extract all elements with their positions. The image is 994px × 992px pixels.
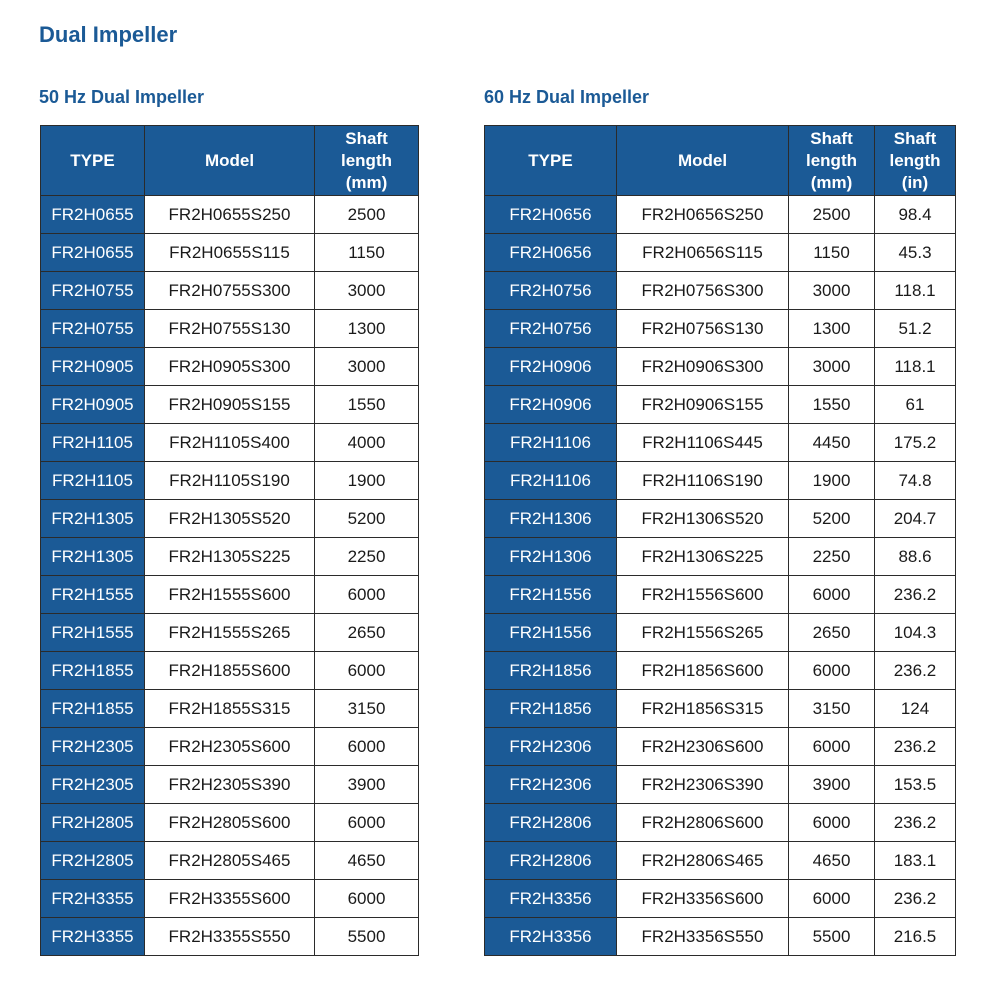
table-row (485, 576, 956, 614)
model-cell: FR2H0755S300 (145, 272, 315, 310)
shaft-length-mm-cell: 1550 (789, 386, 875, 424)
type-cell: FR2H2805 (41, 842, 145, 880)
model-cell: FR2H1306S520 (617, 500, 789, 538)
type-cell: FR2H1555 (41, 576, 145, 614)
type-cell: FR2H0755 (41, 272, 145, 310)
shaft-length-in-cell: 236.2 (875, 652, 956, 690)
type-cell: FR2H2306 (485, 728, 617, 766)
page-title: Dual Impeller (39, 22, 178, 47)
shaft-length-mm-cell: 6000 (315, 728, 419, 766)
shaft-length-mm-cell: 3000 (789, 272, 875, 310)
table-row (485, 918, 956, 956)
table-row (485, 880, 956, 918)
shaft-length-in-cell: 236.2 (875, 576, 956, 614)
table-row (485, 842, 956, 880)
type-cell: FR2H1305 (41, 500, 145, 538)
model-cell: FR2H0906S155 (617, 386, 789, 424)
shaft-length-mm-cell: 3000 (315, 272, 419, 310)
shaft-length-mm-cell: 6000 (789, 880, 875, 918)
shaft-length-mm-cell: 2250 (315, 538, 419, 576)
shaft-length-mm-cell: 3150 (315, 690, 419, 728)
table-header-row (485, 126, 956, 196)
shaft-length-in-cell: 175.2 (875, 424, 956, 462)
shaft-length-mm-cell: 5200 (789, 500, 875, 538)
model-cell: FR2H1105S400 (145, 424, 315, 462)
model-cell: FR2H0656S250 (617, 196, 789, 234)
shaft-length-in-cell: 118.1 (875, 348, 956, 386)
header-type: TYPE (41, 126, 145, 196)
shaft-length-mm-cell: 1300 (789, 310, 875, 348)
shaft-length-mm-cell: 6000 (315, 804, 419, 842)
table-row (485, 310, 956, 348)
model-cell: FR2H0905S155 (145, 386, 315, 424)
shaft-length-mm-cell: 6000 (789, 804, 875, 842)
type-cell: FR2H1106 (485, 462, 617, 500)
table-row (41, 538, 419, 576)
header-model: Model (145, 126, 315, 196)
shaft-length-mm-cell: 2650 (789, 614, 875, 652)
shaft-length-mm-cell: 1550 (315, 386, 419, 424)
model-cell: FR2H3356S550 (617, 918, 789, 956)
shaft-length-in-cell: 104.3 (875, 614, 956, 652)
type-cell: FR2H1556 (485, 576, 617, 614)
table-row (485, 728, 956, 766)
table-row (41, 462, 419, 500)
type-cell: FR2H0756 (485, 310, 617, 348)
table-row (41, 728, 419, 766)
shaft-length-mm-cell: 4000 (315, 424, 419, 462)
shaft-length-in-cell: 124 (875, 690, 956, 728)
table-row (41, 234, 419, 272)
shaft-length-mm-cell: 6000 (315, 576, 419, 614)
shaft-length-mm-cell: 1900 (789, 462, 875, 500)
table-row (485, 614, 956, 652)
model-cell: FR2H2305S390 (145, 766, 315, 804)
shaft-length-in-cell: 61 (875, 386, 956, 424)
shaft-length-mm-cell: 2500 (315, 196, 419, 234)
model-cell: FR2H2805S600 (145, 804, 315, 842)
type-cell: FR2H2305 (41, 728, 145, 766)
shaft-length-in-cell: 88.6 (875, 538, 956, 576)
model-cell: FR2H1555S265 (145, 614, 315, 652)
shaft-length-in-cell: 153.5 (875, 766, 956, 804)
type-cell: FR2H0905 (41, 386, 145, 424)
model-cell: FR2H1856S600 (617, 652, 789, 690)
type-cell: FR2H1855 (41, 690, 145, 728)
table-row (485, 652, 956, 690)
model-cell: FR2H3356S600 (617, 880, 789, 918)
shaft-length-mm-cell: 1150 (315, 234, 419, 272)
model-cell: FR2H0655S250 (145, 196, 315, 234)
type-cell: FR2H2305 (41, 766, 145, 804)
type-cell: FR2H1856 (485, 652, 617, 690)
table-header-row (41, 126, 419, 196)
shaft-length-mm-cell: 6000 (789, 728, 875, 766)
header-type: TYPE (485, 126, 617, 196)
table-row (485, 462, 956, 500)
type-cell: FR2H1306 (485, 500, 617, 538)
shaft-length-mm-cell: 6000 (315, 652, 419, 690)
header-shaft-length-in: Shaft length (in) (875, 126, 956, 196)
type-cell: FR2H3355 (41, 880, 145, 918)
shaft-length-mm-cell: 3000 (789, 348, 875, 386)
table-row (485, 348, 956, 386)
model-cell: FR2H3355S600 (145, 880, 315, 918)
model-cell: FR2H2306S390 (617, 766, 789, 804)
table-row (41, 614, 419, 652)
table-row (485, 424, 956, 462)
model-cell: FR2H1555S600 (145, 576, 315, 614)
shaft-length-mm-cell: 2650 (315, 614, 419, 652)
table-row (485, 690, 956, 728)
table-row (41, 690, 419, 728)
shaft-length-in-cell: 183.1 (875, 842, 956, 880)
shaft-length-mm-cell: 6000 (789, 576, 875, 614)
type-cell: FR2H0756 (485, 272, 617, 310)
model-cell: FR2H1855S600 (145, 652, 315, 690)
model-cell: FR2H2305S600 (145, 728, 315, 766)
table-60hz (484, 125, 956, 956)
shaft-length-mm-cell: 6000 (315, 880, 419, 918)
model-cell: FR2H1106S445 (617, 424, 789, 462)
table-row (485, 272, 956, 310)
header-shaft-length-mm: Shaft length (mm) (315, 126, 419, 196)
table-row (41, 576, 419, 614)
shaft-length-mm-cell: 5500 (315, 918, 419, 956)
table-row (41, 842, 419, 880)
type-cell: FR2H0755 (41, 310, 145, 348)
shaft-length-in-cell: 216.5 (875, 918, 956, 956)
shaft-length-in-cell: 236.2 (875, 804, 956, 842)
table-row (41, 348, 419, 386)
shaft-length-in-cell: 98.4 (875, 196, 956, 234)
shaft-length-mm-cell: 2250 (789, 538, 875, 576)
type-cell: FR2H0656 (485, 196, 617, 234)
table-row (485, 386, 956, 424)
shaft-length-mm-cell: 1300 (315, 310, 419, 348)
table-row (485, 234, 956, 272)
type-cell: FR2H0905 (41, 348, 145, 386)
table-row (41, 196, 419, 234)
header-shaft-length-mm: Shaft length (mm) (789, 126, 875, 196)
model-cell: FR2H1105S190 (145, 462, 315, 500)
model-cell: FR2H0756S130 (617, 310, 789, 348)
shaft-length-mm-cell: 4650 (315, 842, 419, 880)
table-row (41, 880, 419, 918)
table-row (41, 310, 419, 348)
model-cell: FR2H0656S115 (617, 234, 789, 272)
table-row (485, 500, 956, 538)
model-cell: FR2H1556S265 (617, 614, 789, 652)
type-cell: FR2H1306 (485, 538, 617, 576)
model-cell: FR2H1106S190 (617, 462, 789, 500)
type-cell: FR2H0655 (41, 234, 145, 272)
shaft-length-mm-cell: 1150 (789, 234, 875, 272)
model-cell: FR2H3355S550 (145, 918, 315, 956)
type-cell: FR2H3356 (485, 880, 617, 918)
table-row (41, 386, 419, 424)
shaft-length-mm-cell: 3900 (315, 766, 419, 804)
model-cell: FR2H2806S465 (617, 842, 789, 880)
shaft-length-mm-cell: 6000 (789, 652, 875, 690)
table-row (41, 652, 419, 690)
table-row (41, 918, 419, 956)
model-cell: FR2H0905S300 (145, 348, 315, 386)
shaft-length-in-cell: 118.1 (875, 272, 956, 310)
model-cell: FR2H0655S115 (145, 234, 315, 272)
table-row (485, 538, 956, 576)
shaft-length-mm-cell: 2500 (789, 196, 875, 234)
shaft-length-in-cell: 236.2 (875, 728, 956, 766)
type-cell: FR2H1855 (41, 652, 145, 690)
model-cell: FR2H2806S600 (617, 804, 789, 842)
type-cell: FR2H2806 (485, 804, 617, 842)
type-cell: FR2H1305 (41, 538, 145, 576)
table-row (41, 500, 419, 538)
shaft-length-in-cell: 204.7 (875, 500, 956, 538)
model-cell: FR2H0755S130 (145, 310, 315, 348)
model-cell: FR2H1856S315 (617, 690, 789, 728)
type-cell: FR2H0906 (485, 386, 617, 424)
shaft-length-mm-cell: 1900 (315, 462, 419, 500)
shaft-length-in-cell: 74.8 (875, 462, 956, 500)
type-cell: FR2H0655 (41, 196, 145, 234)
table-title-60hz: 60 Hz Dual Impeller (484, 87, 650, 107)
model-cell: FR2H1855S315 (145, 690, 315, 728)
type-cell: FR2H3355 (41, 918, 145, 956)
table-50hz (40, 125, 419, 956)
type-cell: FR2H1556 (485, 614, 617, 652)
shaft-length-in-cell: 236.2 (875, 880, 956, 918)
shaft-length-mm-cell: 3150 (789, 690, 875, 728)
type-cell: FR2H1555 (41, 614, 145, 652)
type-cell: FR2H2306 (485, 766, 617, 804)
shaft-length-mm-cell: 5500 (789, 918, 875, 956)
model-cell: FR2H0906S300 (617, 348, 789, 386)
model-cell: FR2H1305S225 (145, 538, 315, 576)
model-cell: FR2H2306S600 (617, 728, 789, 766)
table-row (41, 424, 419, 462)
shaft-length-mm-cell: 4450 (789, 424, 875, 462)
table-title-50hz: 50 Hz Dual Impeller (39, 87, 205, 107)
shaft-length-in-cell: 51.2 (875, 310, 956, 348)
type-cell: FR2H3356 (485, 918, 617, 956)
shaft-length-mm-cell: 4650 (789, 842, 875, 880)
type-cell: FR2H1856 (485, 690, 617, 728)
shaft-length-in-cell: 45.3 (875, 234, 956, 272)
table-row (41, 766, 419, 804)
table-row (485, 804, 956, 842)
table-row (485, 766, 956, 804)
type-cell: FR2H1105 (41, 424, 145, 462)
type-cell: FR2H0906 (485, 348, 617, 386)
type-cell: FR2H2806 (485, 842, 617, 880)
table-row (485, 196, 956, 234)
shaft-length-mm-cell: 5200 (315, 500, 419, 538)
shaft-length-mm-cell: 3000 (315, 348, 419, 386)
type-cell: FR2H1105 (41, 462, 145, 500)
table-row (41, 272, 419, 310)
model-cell: FR2H1305S520 (145, 500, 315, 538)
model-cell: FR2H2805S465 (145, 842, 315, 880)
header-model: Model (617, 126, 789, 196)
shaft-length-mm-cell: 3900 (789, 766, 875, 804)
model-cell: FR2H1556S600 (617, 576, 789, 614)
model-cell: FR2H0756S300 (617, 272, 789, 310)
type-cell: FR2H1106 (485, 424, 617, 462)
type-cell: FR2H2805 (41, 804, 145, 842)
model-cell: FR2H1306S225 (617, 538, 789, 576)
type-cell: FR2H0656 (485, 234, 617, 272)
table-row (41, 804, 419, 842)
